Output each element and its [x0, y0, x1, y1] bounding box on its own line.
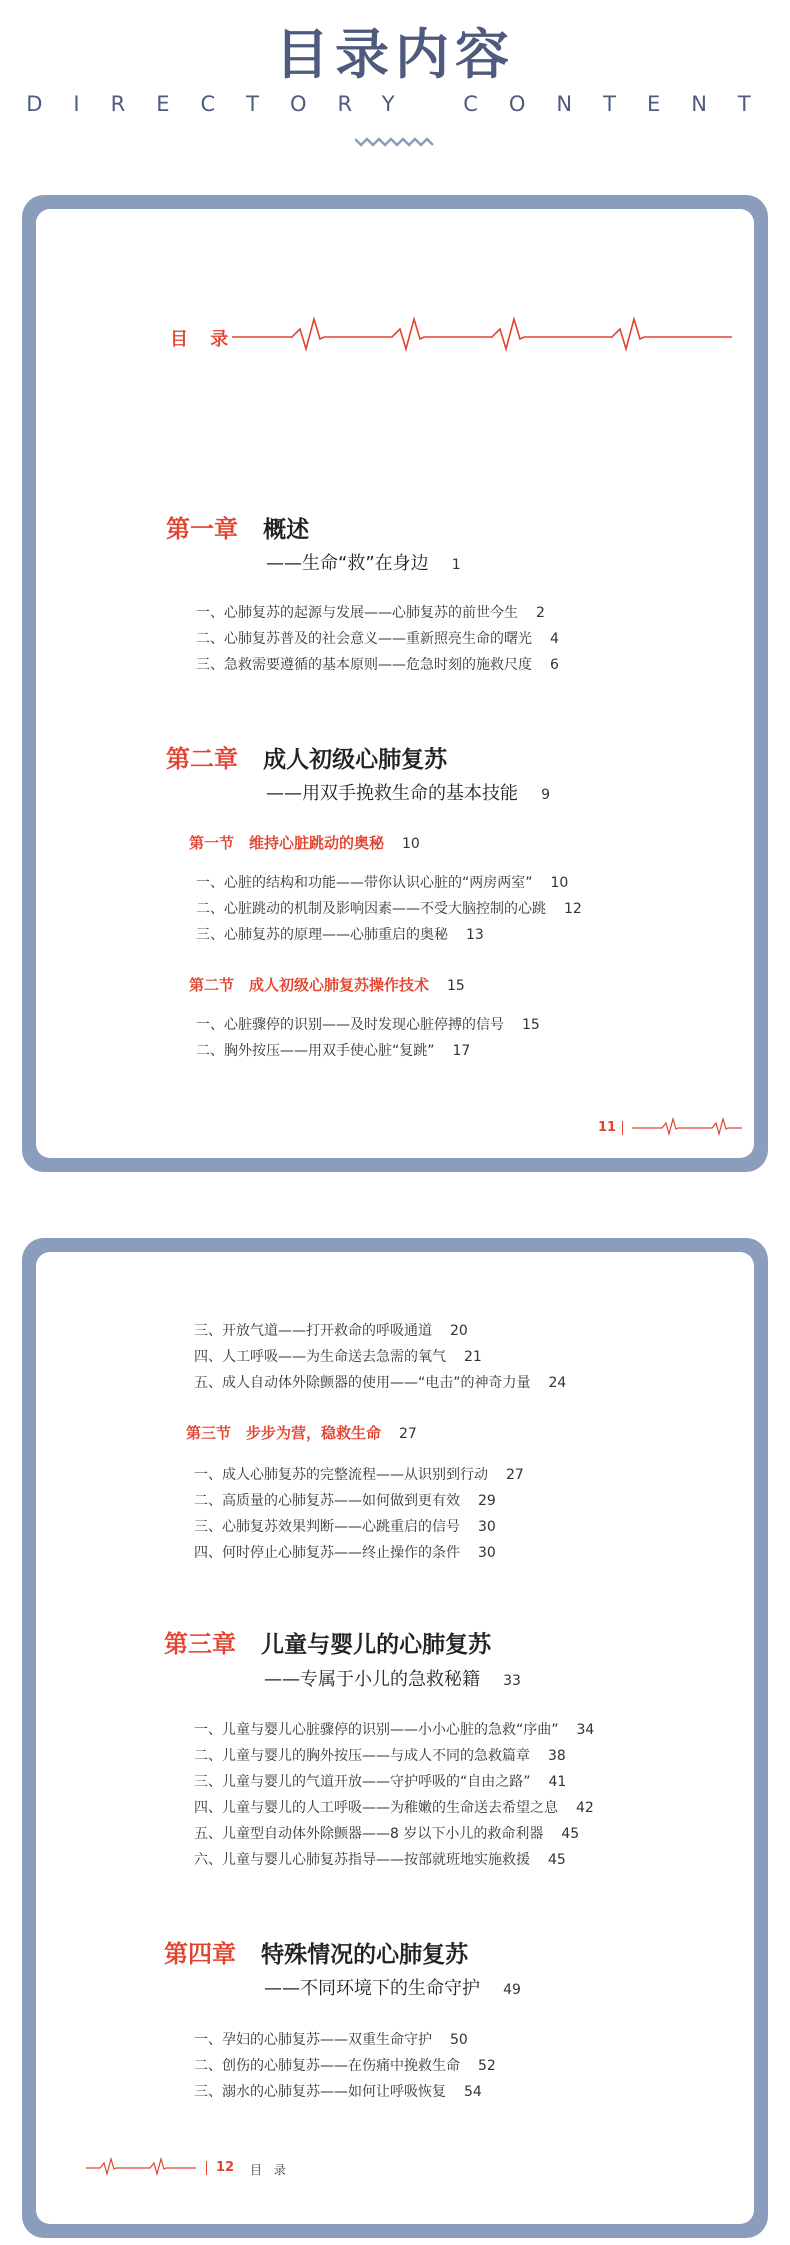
- header-subtitle: DIRECTORY CONTENT: [26, 92, 782, 116]
- chapter-subtitle: ——专属于小儿的急救秘籍: [264, 1669, 480, 1690]
- page-number: 45: [561, 1826, 580, 1842]
- entry-text: 一、孕妇的心肺复苏——双重生命守护: [194, 2032, 432, 2048]
- page-number: 9: [541, 787, 551, 803]
- page-number: 50: [450, 2032, 468, 2048]
- toc-entry[interactable]: [196, 924, 484, 944]
- toc-entry[interactable]: [194, 1490, 496, 1510]
- entry-text: 二、儿童与婴儿的胸外按压——与成人不同的急救篇章: [194, 1748, 530, 1764]
- entry-text: 一、儿童与婴儿心脏骤停的识别——小小心脏的急救“序曲”: [194, 1722, 559, 1738]
- entry-text: 六、儿童与婴儿心肺复苏指导——按部就班地实施救援: [194, 1852, 530, 1868]
- page-number: 21: [464, 1349, 482, 1365]
- page-number: 27: [506, 1467, 524, 1483]
- toc-entry[interactable]: [196, 872, 568, 892]
- chapter-title: 成人初级心肺复苏: [263, 747, 448, 773]
- entry-text: 五、儿童型自动体外除颤器——8 岁以下小儿的救命利器: [194, 1826, 544, 1842]
- footer-label: 目 录: [250, 2163, 290, 2177]
- toc-entry[interactable]: [194, 1745, 566, 1765]
- page-number: 6: [550, 657, 559, 673]
- page-number: 12: [564, 901, 582, 917]
- page-number: 30: [478, 1519, 496, 1535]
- section-2-heading[interactable]: [189, 974, 465, 995]
- toc-page-11: [22, 195, 768, 1172]
- entry-text: 一、心脏骤停的识别——及时发现心脏停搏的信号: [196, 1017, 504, 1033]
- page-number: 29: [478, 1493, 496, 1509]
- page-number: 20: [450, 1323, 468, 1339]
- section-title: 第三节 步步为营，稳救生命: [186, 1424, 382, 1442]
- page-number: 33: [503, 1673, 521, 1689]
- entry-text: 三、心肺复苏效果判断——心跳重启的信号: [194, 1519, 460, 1535]
- entry-text: 五、成人自动体外除颤器的使用——“电击”的神奇力量: [194, 1375, 531, 1391]
- page-number: 34: [576, 1722, 595, 1738]
- page-number: 45: [548, 1852, 566, 1868]
- chapter-1-subtitle: [266, 549, 461, 575]
- page-number: 52: [478, 2058, 496, 2074]
- entry-text: 一、心脏的结构和功能——带你认识心脏的“两房两室”: [196, 875, 533, 891]
- toc-entry[interactable]: [194, 2055, 496, 2075]
- page-number: 10: [402, 836, 420, 852]
- toc-label: 目 录: [170, 329, 237, 350]
- section-title: 第一节 维持心脏跳动的奥秘: [189, 834, 385, 852]
- page-number: 15: [447, 978, 465, 994]
- entry-text: 二、高质量的心肺复苏——如何做到更有效: [194, 1493, 460, 1509]
- entry-text: 三、开放气道——打开救命的呼吸通道: [194, 1323, 432, 1339]
- toc-entry[interactable]: [194, 1320, 468, 1340]
- chapter-number: 第一章: [166, 515, 238, 543]
- toc-entry[interactable]: [194, 1464, 524, 1484]
- toc-entry[interactable]: [196, 898, 582, 918]
- entry-text: 二、心脏跳动的机制及影响因素——不受大脑控制的心跳: [196, 901, 546, 917]
- page-number: 1: [451, 557, 461, 573]
- footer-page-number: 11: [598, 1120, 617, 1135]
- entry-text: 一、心肺复苏的起源与发展——心肺复苏的前世今生: [196, 605, 518, 621]
- toc-entry[interactable]: [194, 1542, 496, 1562]
- toc-entry[interactable]: [196, 1040, 470, 1060]
- footer-divider: [622, 1121, 623, 1135]
- toc-entry[interactable]: [194, 1823, 579, 1843]
- footer-page-number: 12: [216, 2160, 235, 2175]
- chapter-3-subtitle: [264, 1665, 521, 1691]
- chapter-3-heading: [164, 1624, 491, 1659]
- chapter-subtitle: ——生命“救”在身边: [266, 553, 429, 574]
- heartbeat-line-icon: [86, 2155, 196, 2179]
- entry-text: 二、创伤的心肺复苏——在伤痛中挽救生命: [194, 2058, 460, 2074]
- toc-entry[interactable]: [194, 1346, 482, 1366]
- heartbeat-line-icon: [232, 309, 732, 359]
- chapter-2-subtitle: [266, 779, 550, 805]
- toc-page-12: [22, 1238, 768, 2238]
- chapter-subtitle: ——用双手挽救生命的基本技能: [266, 783, 518, 804]
- toc-entry[interactable]: [196, 654, 559, 674]
- chapter-number: 第四章: [164, 1940, 236, 1968]
- footer-divider: [206, 2161, 207, 2175]
- entry-text: 三、急救需要遵循的基本原则——危急时刻的施救尺度: [196, 657, 532, 673]
- entry-text: 三、儿童与婴儿的气道开放——守护呼吸的“自由之路”: [194, 1774, 531, 1790]
- wave-ornament-icon: [355, 135, 435, 149]
- toc-entry[interactable]: [194, 1372, 566, 1392]
- toc-entry[interactable]: [194, 1516, 496, 1536]
- chapter-number: 第三章: [164, 1630, 236, 1658]
- entry-text: 三、心肺复苏的原理——心肺重启的奥秘: [196, 927, 448, 943]
- entry-text: 四、何时停止心肺复苏——终止操作的条件: [194, 1545, 460, 1561]
- page-number: 30: [478, 1545, 496, 1561]
- page-number: 4: [550, 631, 559, 647]
- entry-text: 四、儿童与婴儿的人工呼吸——为稚嫩的生命送去希望之息: [194, 1800, 558, 1816]
- page-number: 41: [548, 1774, 567, 1790]
- chapter-1-heading: [166, 509, 309, 544]
- toc-entry[interactable]: [196, 1014, 540, 1034]
- page-number: 42: [576, 1800, 594, 1816]
- chapter-2-heading: [166, 739, 447, 774]
- entry-text: 二、心肺复苏普及的社会意义——重新照亮生命的曙光: [196, 631, 532, 647]
- chapter-number: 第二章: [166, 745, 238, 773]
- chapter-title: 特殊情况的心肺复苏: [261, 1942, 469, 1968]
- page-number: 24: [548, 1375, 567, 1391]
- toc-entry[interactable]: [196, 628, 559, 648]
- chapter-4-heading: [164, 1934, 468, 1969]
- toc-entry[interactable]: [194, 1797, 594, 1817]
- page-number: 38: [548, 1748, 566, 1764]
- page-number: 13: [466, 927, 484, 943]
- chapter-title: 概述: [263, 517, 310, 543]
- page-number: 54: [464, 2084, 482, 2100]
- page-number: 27: [399, 1426, 417, 1442]
- toc-entry[interactable]: [194, 1771, 566, 1791]
- page-number: 10: [550, 875, 569, 891]
- section-3-heading[interactable]: [186, 1422, 417, 1443]
- heartbeat-line-icon: [632, 1115, 742, 1139]
- page-number: 2: [536, 605, 545, 621]
- toc-entry[interactable]: [194, 1849, 566, 1869]
- toc-entry[interactable]: [194, 2029, 468, 2049]
- entry-text: 四、人工呼吸——为生命送去急需的氧气: [194, 1349, 446, 1365]
- entry-text: 三、溺水的心肺复苏——如何让呼吸恢复: [194, 2084, 446, 2100]
- section-title: 第二节 成人初级心肺复苏操作技术: [189, 976, 430, 994]
- toc-entry[interactable]: [196, 602, 545, 622]
- chapter-title: 儿童与婴儿的心肺复苏: [261, 1632, 492, 1658]
- header-title: 目录内容: [275, 23, 515, 86]
- chapter-4-subtitle: [264, 1974, 521, 2000]
- toc-entry[interactable]: [194, 1719, 594, 1739]
- toc-entry[interactable]: [194, 2081, 482, 2101]
- entry-text: 二、胸外按压——用双手使心脏“复跳”: [196, 1043, 435, 1059]
- section-1-heading[interactable]: [189, 832, 420, 853]
- page-number: 15: [522, 1017, 540, 1033]
- chapter-subtitle: ——不同环境下的生命守护: [264, 1978, 480, 1999]
- page-number: 49: [503, 1982, 521, 1998]
- page-number: 17: [452, 1043, 471, 1059]
- entry-text: 一、成人心肺复苏的完整流程——从识别到行动: [194, 1467, 488, 1483]
